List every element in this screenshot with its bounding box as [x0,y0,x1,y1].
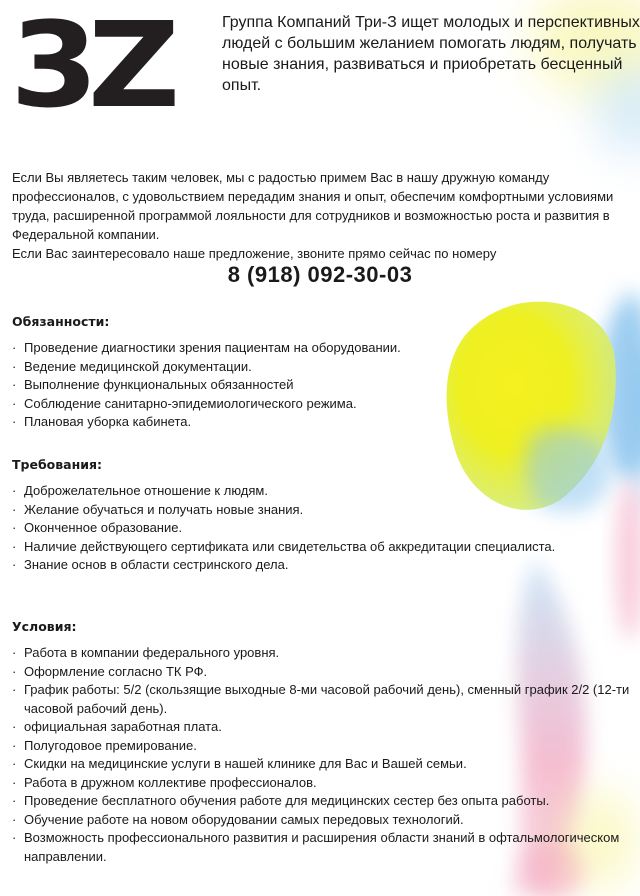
list-item-text: Скидки на медицинские услуги в нашей клинике для Вас и Вашей семьи. [24,756,467,771]
list-item-text: Знание основ в области сестринского дела. [24,557,289,572]
requirements-list [12,482,632,575]
list-item-text: Плановая уборка кабинета. [24,414,192,429]
bullet-icon: · [12,682,17,697]
list-item-text: Проведение бесплатного обучения работе для медицинских сестер без опыта работы. [24,793,550,808]
list-item-text: Работа в компании федерального уровня. [24,645,280,660]
list-item [12,501,632,520]
bullet-icon: · [12,395,17,411]
list-item [12,737,632,756]
list-item-text: График работы: 5/2 (скользящие выходные 8-ми часовой рабочий день), сменный график 2/2 (12-ти часовой рабочий день). [24,682,630,716]
list-item [12,811,632,830]
bullet-icon: · [12,340,17,355]
bullet-icon: · [12,663,17,679]
bullet-icon: · [12,538,17,554]
list-item [12,718,632,737]
list-item [12,358,632,377]
bullet-icon: · [12,811,17,827]
intro-block [12,168,632,263]
list-item [12,395,632,414]
requirements-section [12,457,632,575]
bullet-icon: · [12,483,17,498]
list-item [12,792,632,811]
bullet-icon: · [12,737,17,753]
list-item-text: Оформление согласно ТК РФ. [24,663,208,679]
company-logo: 3Z [10,0,170,134]
list-item-text: Работа в дружном коллективе профессионалов. [24,774,317,790]
list-item [12,556,632,575]
list-item-text: Возможность профессионального развития и расширения области знаний в офтальмологическом направлении. [24,830,620,864]
duties-list [12,339,632,432]
conditions-list [12,644,632,866]
list-item [12,644,632,663]
intro-call-to-action: Если Вас заинтересовало наше предложение, звоните прямо сейчас по номеру [12,246,497,261]
bullet-icon: · [12,756,17,771]
bullet-icon: · [12,358,17,374]
phone-number[interactable]: 8 (918) 092-30-03 [227,262,413,287]
duties-heading: Обязанности: [12,314,110,329]
list-item [12,681,632,718]
bullet-icon: · [12,793,17,808]
list-item-text: Полугодовое премирование. [24,737,197,753]
bullet-icon: · [12,414,17,429]
list-item [12,755,632,774]
list-item [12,774,632,793]
list-item-text: Обучение работе на новом оборудовании самых передовых технологий. [24,811,464,827]
list-item [12,538,632,557]
list-item-text: Соблюдение санитарно-эпидемиологического режима. [24,395,357,411]
intro-paragraph: Если Вы являетесь таким человек, мы с радостью примем Вас в нашу дружную команду профессионалов, с удовольствием передадим знания и опыт, обеспечим комфортными условиями труда, расширенной программой лояльности для сотрудников и возможностью роста и развития в Федеральной компании. [12,170,614,242]
bullet-icon: · [12,774,17,790]
list-item [12,519,632,538]
list-item [12,376,632,395]
list-item [12,482,632,501]
bullet-icon: · [12,520,17,535]
bullet-icon: · [12,377,17,392]
duties-section [12,314,632,432]
bullet-icon: · [12,557,17,572]
bullet-icon: · [12,645,17,660]
list-item-text: Наличие действующего сертификата или свидетельства об аккредитации специалиста. [24,538,556,554]
list-item-text: официальная заработная плата. [24,719,222,734]
list-item [12,413,632,432]
requirements-heading: Требования: [12,457,103,472]
list-item-text: Выполнение функциональных обязанностей [24,377,294,392]
list-item [12,663,632,682]
list-item-text: Доброжелательное отношение к людям. [24,483,268,498]
bullet-icon: · [12,719,17,734]
list-item-text: Желание обучаться и получать новые знания. [24,501,304,517]
list-item-text: Проведение диагностики зрения пациентам на оборудовании. [24,340,401,355]
list-item-text: Оконченное образование. [24,520,183,535]
list-item [12,829,632,866]
conditions-heading: Условия: [12,619,77,634]
list-item [12,339,632,358]
conditions-section [12,619,632,866]
bullet-icon: · [12,501,17,517]
tagline: Группа Компаний Три-З ищет молодых и перспективных людей с большим желанием помогать людям, получать новые знания, развиваться и приобретать бесценный опыт. [222,14,640,94]
bullet-icon: · [12,830,17,845]
list-item-text: Ведение медицинской документации. [24,358,252,374]
